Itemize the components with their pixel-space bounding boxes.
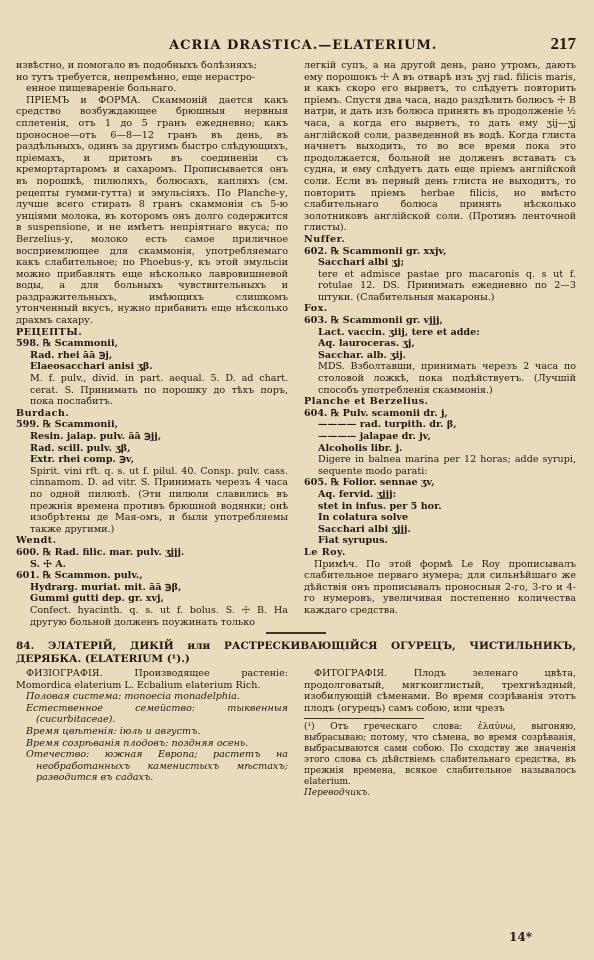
recipe-line: In colatura solve: [318, 512, 409, 524]
recipe-line: Resin. jalap. pulv. āā ℈jj,: [30, 431, 162, 442]
dosage-paragraph: ПРІЕМЪ и ФОРМА. Скаммоній дается какъ средство возбуждающее брюшныя нервныя сплетенія, отъ 1 до 5 гранъ ежедневно; какъ проносное—отъ 6—8—12 гранъ въ день, въ раздѣльныхъ, одинъ за другимъ быстро слѣдующихъ, пріемахъ, и притомъ въ соединеніи съ кремортартаромъ и сахаромъ. Прописывается онъ въ порошкѣ, пилюляхъ, болюсахъ, капляхъ (см. рецепты гумми-гутта) и эмульсіяхъ. По Planche-у, лучше всего стирать 8 гранъ скаммонія съ 5-ю унціями молока, въ которомъ онъ долго содержится в suspensione, и не имѣетъ непріятнаго вкуса; по Berzelius-у, молоко есть самое приличное восприемлющее для скаммонія, употребляемаго какъ слабительное; по Phoebus-у, къ этой эмульсіи можно прибавлять еще нѣсколько лавровишневой воды, а для больныхъ чувствительныхъ и раздражительныхъ, имѣющихъ слишкомъ утонченный вкусъ, нужно прибавить еще нѣсколько драхмъ сахару.: [16, 94, 288, 327]
recipe-author: Planche et Berzelius.: [304, 396, 429, 408]
botany-line: Отечество: южная Европа; растетъ на необработанныхъ каменистыхъ мѣстахъ; разводится въ садахъ.: [26, 749, 288, 784]
left-column: [16, 60, 288, 628]
section-columns: [16, 668, 576, 799]
physiography-column: [16, 668, 288, 799]
recipe-author: Nuffer.: [304, 233, 346, 245]
text-line: извѣстно, и помогало въ подобныхъ болѣзняхъ;: [16, 60, 257, 71]
recipe-line: Hydrarg. muriat. mit. āā ℈β,: [30, 581, 182, 593]
recipe-line: Sacchari albi ʒjjj.: [318, 523, 411, 535]
recipe-line: Fiat syrupus.: [318, 535, 388, 547]
recipe-line: 602. ℞ Scammonii gr. xxjv,: [304, 245, 447, 257]
recipe-line: Rad. scill. pulv. ʒβ,: [30, 442, 131, 454]
recipe-line: stet in infus. per 5 hor.: [318, 500, 442, 512]
recipe-author: Le Roy.: [304, 546, 346, 558]
page-number: 217: [550, 34, 576, 53]
recipe-line: Alcoholis libr. j.: [318, 442, 403, 454]
recipe-line: Rad. rhei āā ℈j,: [30, 349, 113, 361]
section-divider: [266, 632, 326, 634]
recipe-line: 605. ℞ Folior. sennae ʒv,: [304, 477, 435, 489]
phytography-paragraph: ФИТОГРАФІЯ. Плодъ зеленаго цвѣта, продолговатый, мягкоиглистый, трехгнѣздный, изобилующій сѣменами. Во время созрѣванія этотъ плодъ (огурецъ) самъ собою, или чрезъ: [304, 668, 576, 714]
footnote-rule: [304, 718, 424, 719]
recipe-line: Aq. lauroceras. ʒj,: [318, 338, 415, 350]
recipe-author: Wendt.: [16, 535, 57, 547]
footnote-signature: Переводчикъ.: [304, 788, 371, 799]
recipe-line: Confect. hyacinth. q. s. ut f. bolus. S. ☩ B. На другую больной долженъ поужинать только: [30, 604, 288, 628]
recipe-line: Elaeosacchari anisi ʒβ.: [30, 361, 153, 373]
recipe-line: Lact. vaccin. ʒiij, tere et adde:: [318, 326, 480, 338]
recipe-line: 603. ℞ Scammonii gr. vjjj,: [304, 315, 443, 327]
recipe-line: Gummi gutti dep. gr. xvj,: [30, 593, 164, 605]
phytography-column: [304, 668, 576, 799]
remark-paragraph: Примѣч. По этой формѣ Le Roy прописывалъ слабительное перваго нумера; для сильнѣйшаго же дѣйствія онъ прописывалъ проносныя 2-го, 3-го и 4-го нумеровъ, увеличивая постепенно количества каждаго средства.: [304, 558, 576, 616]
recipes-heading: РЕЦЕПТЫ.: [16, 326, 83, 338]
two-columns: [16, 60, 576, 628]
recipe-line: S. ☩ A.: [30, 558, 66, 570]
text-line: енное пищевареніе больнаго.: [26, 83, 177, 95]
recipe-line: Extr. rhei comp. ℈v,: [30, 454, 135, 466]
recipe-line: 598. ℞ Scammonii,: [16, 338, 118, 350]
recipe-line: Sacchar. alb. ʒij.: [318, 349, 407, 361]
recipe-line: 599. ℞ Scammonii,: [16, 419, 118, 431]
botany-line: Время созрѣванія плодовъ: поздняя осень.: [26, 737, 249, 749]
recipe-line: Digere in balnea marina per 12 horas; adde syrupi, sequente modo parati:: [318, 454, 576, 477]
recipe-author: Fox.: [304, 303, 328, 315]
physiography-paragraph: ФИЗІОГРАФІЯ. Производящее растеніе: Momordica elaterium L. Ecbalium elaterium Rich.: [16, 668, 288, 691]
recipe-line: 601. ℞ Scammon. pulv.,: [16, 570, 143, 582]
footnote: (¹) Отъ греческаго слова: ἐλαύνω, выгоняю, выбрасываю; потому, что сѣмена, во время созрѣванія, выбрасываются сами собою. По сходству же значенія этого слова съ дѣйствіемъ слабительнаго средства, въ прежнія времена, всякое слабительное называлось elaterium.: [304, 722, 576, 788]
section-title: 84. ЭЛАТЕРІЙ, ДИКІЙ или РАСТРЕСКИВАЮЩІЙСЯ ОГУРЕЦЪ, ЧИСТИЛЬНИКЪ, ДЕРЯБКА. (ELATERIUM (¹).): [16, 640, 576, 666]
recipe-line: Spirit. vini rft. q. s. ut f. pilul. 40. Consp. pulv. cass. cinnamom. D. ad vitr. S. Принимать черезъ 4 часа по одной пилюлѣ. (Эти пилюли славились въ прежнія времена противъ брюшной водянки; онѣ изобрѣтены де Мая-омъ, и были употребляемы также другими.): [30, 465, 288, 535]
right-column: [304, 60, 576, 628]
recipe-continuation: легкій супъ, а на другой день, рано утромъ, дають ему порошокъ ☩ A въ отварѣ изъ ʒvj rad. filicis maris, и какъ скоро его вырветъ, то слѣдуетъ повторить пріемъ. Спустя два часа, надо раздѣлить болюсъ ☩ B натри, и дать изъ болюса принять въ продолженіе ½ часа, а когда его вырветъ, то дать ему ʒij—ʒj англійской соли, разведенной въ водѣ. Когда глиста начнетъ выходить, то во все время пока это продолжается, больной не долженъ вставать съ судна, и ему слѣдуетъ дать еще пріемъ англійской соли. Если въ первый день глиста не выходитъ, то повторить пріемъ herbae filicis, но вмѣсто слабительнаго болюса принять нѣсколько золотниковъ англійской соли. (Противъ ленточной глисты).: [304, 60, 576, 234]
recipe-line: M. f. pulv., divid. in part. aequal. 5. D. ad chart. cerat. S. Принимать по порошку до тѣхъ поръ, пока послабитъ.: [30, 373, 288, 408]
botany-line: Половая система: monoecia monadelphia.: [26, 691, 240, 703]
recipe-line: tere et admisce pastae pro macaronis q. s ut f. rotulae 12. DS. Принимать ежедневно по 2—3 штуки. (Слабительныя макароны.): [318, 268, 576, 303]
botany-line: Время цвѣтенія: іюль и августъ.: [26, 726, 201, 738]
recipe-line: 604. ℞ Pulv. scamonii dr. j,: [304, 407, 448, 419]
recipe-line: ———— rad. turpith. dr. β,: [318, 419, 457, 431]
botany-line: Естественное семейство: тыквенныя (cucurbitaceae).: [26, 702, 288, 726]
running-title: ACRIA DRASTICA.—ELATERIUM.: [169, 38, 438, 53]
recipe-line: MDS. Взболтавши, принимать черезъ 2 часа по столовой ложкѣ, пока подѣйствуетъ. (Лучшій способъ употребленія скаммонія.): [318, 361, 576, 396]
signature-mark: 14*: [509, 930, 532, 944]
recipe-line: 600. ℞ Rad. filic. mar. pulv. ʒjjj.: [16, 546, 185, 558]
running-header: [16, 34, 576, 54]
recipe-line: ———— jalapae dr. jv,: [318, 431, 431, 442]
recipe-author: Burdach.: [16, 407, 70, 419]
text-line: но тутъ требуется, непремѣнно, еще нерастро-: [16, 71, 255, 83]
recipe-line: Sacchari albi ʒj;: [318, 257, 405, 269]
recipe-line: Aq. fervid. ʒjjj:: [318, 488, 397, 500]
